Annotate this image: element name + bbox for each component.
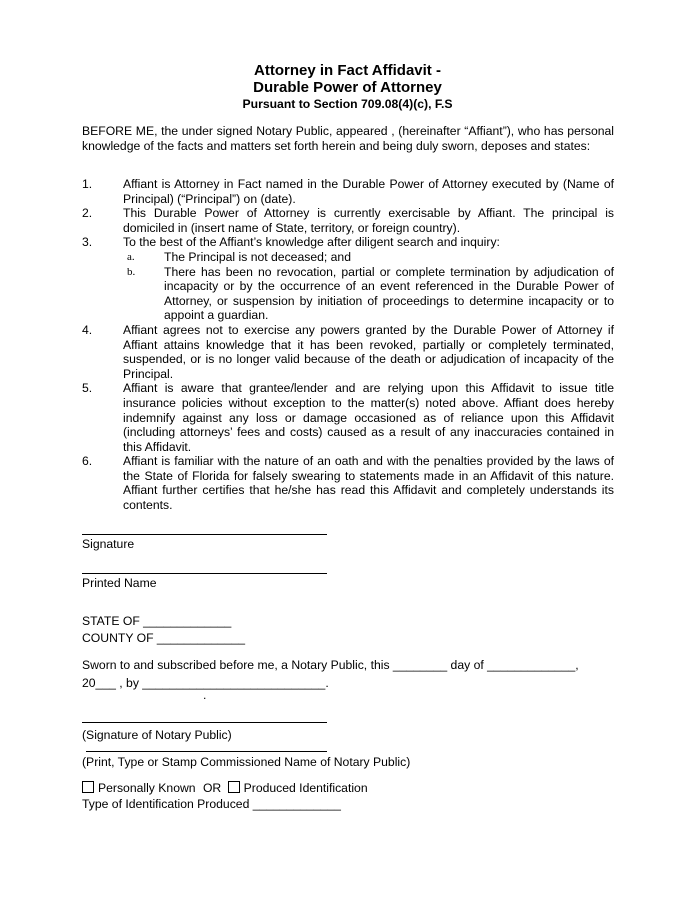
sworn-statement-line-2[interactable]: 20___ , by ___________________________. <box>82 676 329 690</box>
sub-item-letter: b. <box>127 265 136 278</box>
printed-name-line[interactable] <box>82 573 327 574</box>
notary-name-line[interactable] <box>86 751 327 752</box>
list-item <box>82 177 614 206</box>
personally-known-label: Personally Known <box>98 781 196 795</box>
signature-label: Signature <box>82 537 135 551</box>
document-title: Attorney in Fact Affidavit - <box>254 62 441 79</box>
item-number: 4. <box>82 322 93 337</box>
identification-options <box>82 781 368 796</box>
list-item <box>82 323 614 381</box>
statute-reference: Pursuant to Section 709.08(4)(c), F.S <box>242 97 453 111</box>
stray-period: . <box>203 688 207 702</box>
notary-name-label: (Print, Type or Stamp Commissioned Name of Notary Public) <box>82 755 411 769</box>
item-number: 1. <box>82 177 93 191</box>
sub-item-letter: a. <box>127 250 135 263</box>
list-item <box>82 381 614 454</box>
id-type-field[interactable]: Type of Identification Produced _____________ <box>82 797 341 811</box>
state-field[interactable]: STATE OF _____________ <box>82 614 232 628</box>
item-number: 5. <box>82 381 93 396</box>
notary-signature-line[interactable] <box>82 722 327 723</box>
list-item <box>82 235 614 323</box>
item-text: This Durable Power of Attorney is currently exercisable by Affiant. The principal is domiciled in (insert name of State, territory, or foreign country). <box>123 206 614 235</box>
notary-signature-label: (Signature of Notary Public) <box>82 728 232 742</box>
sub-list-item <box>123 250 614 265</box>
item-number: 2. <box>82 206 93 221</box>
intro-paragraph: BEFORE ME, the under signed Notary Public, appeared , (hereinafter “Affiant”), who has personal knowledge of the facts and matters set forth herein and being duly sworn, deposes and states: <box>82 124 614 153</box>
item-text: Affiant agrees not to exercise any powers granted by the Durable Power of Attorney if Affiant attains knowledge that it has been revoked, partially or completely terminated, suspended, or is no longer valid because of the death or adjudication of incapacity of the Principal. <box>123 322 614 381</box>
printed-name-label: Printed Name <box>82 576 157 590</box>
sworn-statement-line-1[interactable]: Sworn to and subscribed before me, a Notary Public, this ________ day of _____________, <box>82 658 579 672</box>
county-field[interactable]: COUNTY OF _____________ <box>82 631 246 645</box>
list-item <box>82 454 614 512</box>
item-number: 6. <box>82 454 93 469</box>
list-item <box>82 206 614 235</box>
produced-id-checkbox[interactable] <box>228 781 240 793</box>
statement-list <box>82 177 614 513</box>
or-label: OR <box>202 781 222 795</box>
document-subtitle: Durable Power of Attorney <box>253 79 442 96</box>
item-text: Affiant is familiar with the nature of an oath and with the penalties provided by the laws of the State of Florida for falsely swearing to statements made in an Affidavit of this nature. Affiant further certifies that he/she has read this Affidavit and completely understands its contents. <box>123 454 614 513</box>
produced-id-label: Produced Identification <box>243 781 368 795</box>
sub-list-item <box>123 265 614 323</box>
personally-known-checkbox[interactable] <box>82 781 94 793</box>
signature-line[interactable] <box>82 534 327 535</box>
item-number: 3. <box>82 235 93 250</box>
item-text: Affiant is Attorney in Fact named in the Durable Power of Attorney executed by (Name of Principal) (“Principal”) on (date). <box>123 177 614 206</box>
sub-item-text: The Principal is not deceased; and <box>164 249 351 264</box>
sub-item-text: There has been no revocation, partial or complete termination by adjudication of incapacity or by the occurrence of an event referenced in the Durable Power of Attorney, or suspension by initiation of proceedings to determine incapacity or to appoint a guardian. <box>164 264 614 323</box>
item-text: To the best of the Affiant’s knowledge after diligent search and inquiry: <box>123 235 500 250</box>
item-text: Affiant is aware that grantee/lender and are relying upon this Affidavit to issue title insurance policies without exception to the matter(s) noted above. Affiant does hereby indemnify against any loss or damage occasioned as of reliance upon this Affidavit (including attorneys’ fees and costs) caused as a result of any inaccuracies contained in this Affidavit. <box>123 381 614 454</box>
